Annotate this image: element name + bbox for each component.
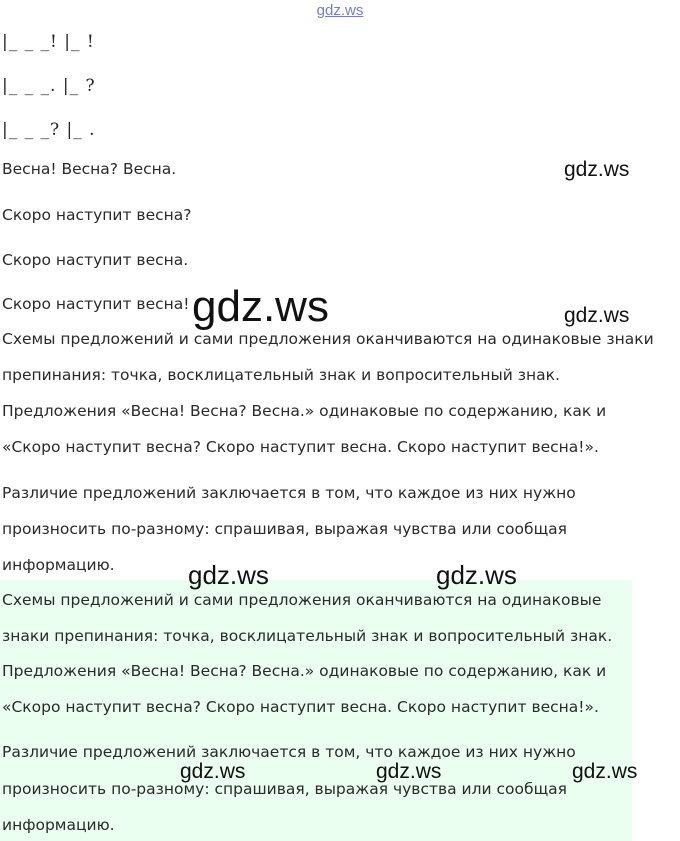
watermark-7: gdz.ws <box>376 760 442 783</box>
answer-line-1: Схемы предложений и сами предложения оканчиваются на одинаковые знаки <box>2 330 654 348</box>
highlighted-line-6: произносить по-разному: спрашивая, выражая чувства или сообщая <box>2 780 568 798</box>
sentence-line-3: Скоро наступит весна. <box>2 251 189 269</box>
answer-line-2: препинания: точка, восклицательный знак и вопросительный знак. <box>2 366 560 384</box>
highlighted-line-2: знаки препинания: точка, восклицательный знак и вопросительный знак. <box>2 627 613 645</box>
answer-line-3: Предложения «Весна! Весна? Весна.» одинаковые по содержанию, как и <box>2 402 607 420</box>
sentence-schema-2: |_ _ _. |_ ? <box>2 76 96 96</box>
sentence-schema-3: |_ _ _? |_ . <box>2 120 96 140</box>
sentence-schema-1: |_ _ _! |_ ! <box>2 32 95 52</box>
sentence-line-4: Скоро наступит весна! <box>2 295 190 313</box>
answer-line-5: Различие предложений заключается в том, что каждое из них нужно <box>2 484 576 502</box>
watermark-5: gdz.ws <box>436 560 517 590</box>
sentence-line-2: Скоро наступит весна? <box>2 206 192 224</box>
watermark-4: gdz.ws <box>188 560 269 590</box>
watermark-2: gdz.ws <box>192 282 329 331</box>
highlighted-line-3: Предложения «Весна! Весна? Весна.» одинаковые по содержанию, как и <box>2 662 607 680</box>
top-watermark-link[interactable]: gdz.ws <box>316 2 364 19</box>
highlighted-line-5: Различие предложений заключается в том, что каждое из них нужно <box>2 743 576 761</box>
watermark-1: gdz.ws <box>564 158 630 181</box>
highlighted-line-1: Схемы предложений и сами предложения оканчиваются на одинаковые <box>2 591 602 609</box>
watermark-8: gdz.ws <box>572 760 638 783</box>
watermark-3: gdz.ws <box>564 304 630 327</box>
sentence-line-1: Весна! Весна? Весна. <box>2 160 177 178</box>
highlighted-line-4: «Скоро наступит весна? Скоро наступит весна. Скоро наступит весна!». <box>2 698 599 716</box>
answer-line-6: произносить по-разному: спрашивая, выражая чувства или сообщая <box>2 520 568 538</box>
answer-line-4: «Скоро наступит весна? Скоро наступит весна. Скоро наступит весна!». <box>2 438 599 456</box>
watermark-6: gdz.ws <box>180 760 246 783</box>
highlighted-line-7: информацию. <box>2 816 115 834</box>
answer-line-7: информацию. <box>2 556 115 574</box>
